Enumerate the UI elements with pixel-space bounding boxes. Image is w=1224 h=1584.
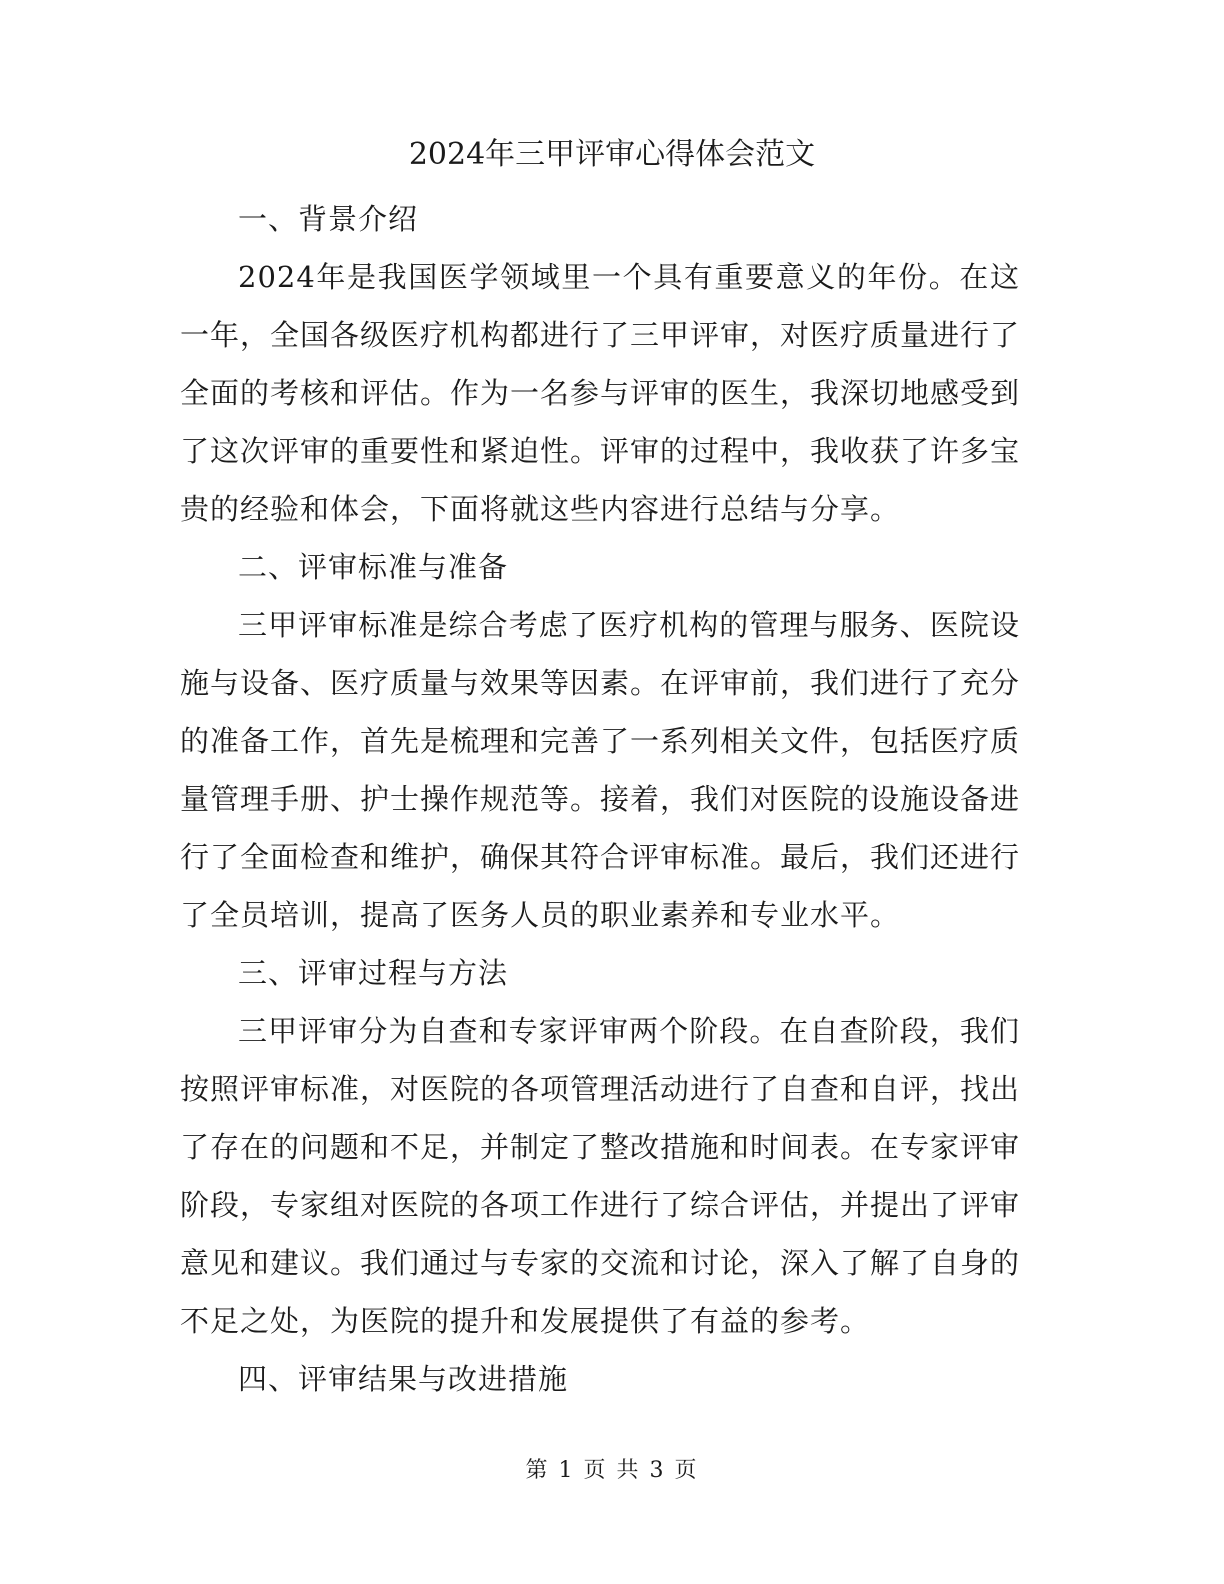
section-paragraph-background: 2024年是我国医学领域里一个具有重要意义的年份。在这一年，全国各级医疗机构都进行了三甲评审，对医疗质量进行了全面的考核和评估。作为一名参与评审的医生，我深切地感受到了这次评审的重要性和紧迫性。评审的过程中，我收获了许多宝贵的经验和体会，下面将就这些内容进行总结与分享。 — [180, 260, 1021, 526]
section-heading-standards: 二、评审标准与准备 — [238, 550, 509, 584]
page-number-footer: 第 1 页 共 3 页 — [525, 1458, 699, 1483]
document-body — [180, 190, 1020, 1408]
section-heading-results: 四、评审结果与改进措施 — [238, 1362, 569, 1396]
section-heading-process: 三、评审过程与方法 — [238, 956, 509, 990]
section-paragraph-standards: 三甲评审标准是综合考虑了医疗机构的管理与服务、医院设施与设备、医疗质量与效果等因素。在评审前，我们进行了充分的准备工作，首先是梳理和完善了一系列相关文件，包括医疗质量管理手册、护士操作规范等。接着，我们对医院的设施设备进行了全面检查和维护，确保其符合评审标准。最后，我们还进行了全员培训，提高了医务人员的职业素养和专业水平。 — [180, 608, 1021, 932]
document-title: 2024年三甲评审心得体会范文 — [408, 137, 816, 172]
section-paragraph-process: 三甲评审分为自查和专家评审两个阶段。在自查阶段，我们按照评审标准，对医院的各项管理活动进行了自查和自评，找出了存在的问题和不足，并制定了整改措施和时间表。在专家评审阶段，专家组对医院的各项工作进行了综合评估，并提出了评审意见和建议。我们通过与专家的交流和讨论，深入了解了自身的不足之处，为医院的提升和发展提供了有益的参考。 — [180, 1014, 1021, 1338]
section-heading-background: 一、背景介绍 — [238, 202, 419, 236]
